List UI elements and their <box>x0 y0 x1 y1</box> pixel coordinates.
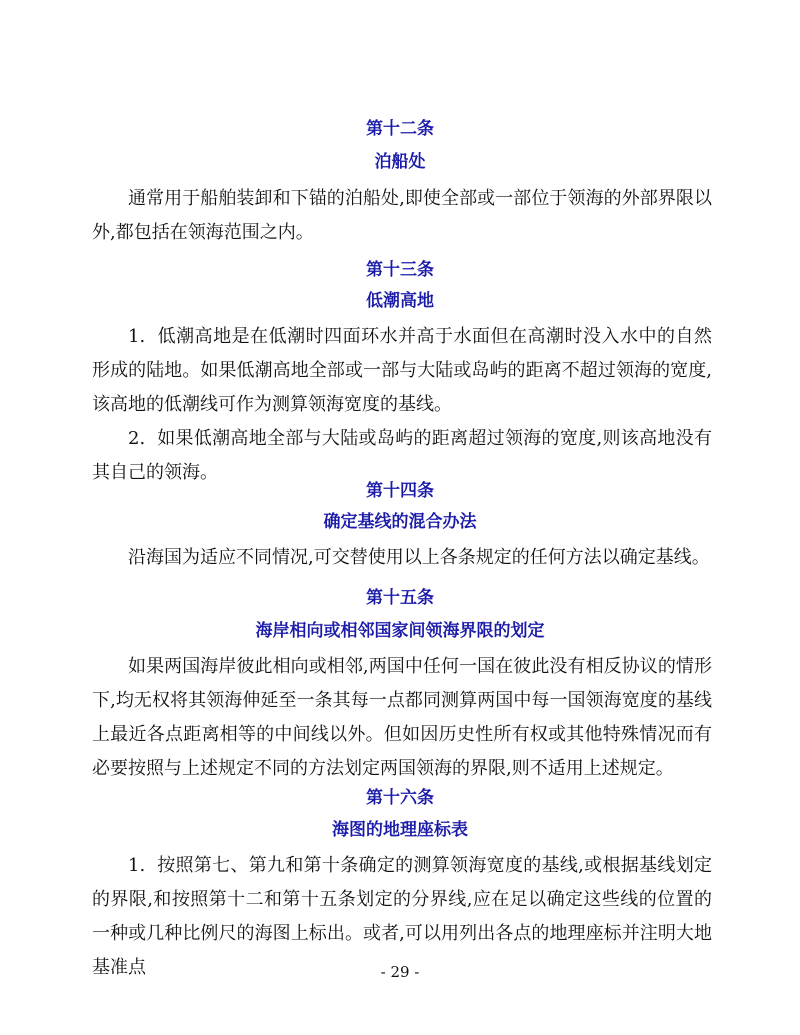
article-14-title: 确定基线的混合办法 <box>323 512 477 532</box>
article-14-paragraph-1: 沿海国为适应不同情况,可交替使用以上各条规定的任何方法以确定基线。 <box>128 547 710 568</box>
article-16-paragraph-1: 1. 按照第七、第九和第十条确定的测算领海宽度的基线,或根据基线划定的界限,和按照第十二和第十五条划定的分界线,应在足以确定这些线的位置的一种或几种比例尺的海图上标出。或者,可以用列出各点的地理座标并注明大地基准点 <box>92 855 712 978</box>
article-16-title: 海图的地理座标表 <box>332 820 468 840</box>
page-number: - 29 - <box>380 963 420 981</box>
article-13-paragraph-2: 2. 如果低潮高地全部与大陆或岛屿的距离超过领海的宽度,则该高地没有其自己的领海。 <box>92 428 712 483</box>
article-13-title: 低潮高地 <box>366 291 434 311</box>
article-14-number: 第十四条 <box>366 481 434 501</box>
article-12-title: 泊船处 <box>374 152 426 172</box>
article-12-paragraph-1: 通常用于船舶装卸和下锚的泊船处,即使全部或一部位于领海的外部界限以外,都包括在领海范围之内。 <box>92 188 712 243</box>
article-15-title: 海岸相向或相邻国家间领海界限的划定 <box>255 621 545 641</box>
article-12-number: 第十二条 <box>366 119 434 139</box>
article-16-number: 第十六条 <box>366 788 434 808</box>
article-13-number: 第十三条 <box>366 260 434 280</box>
article-15-paragraph-1: 如果两国海岸彼此相向或相邻,两国中任何一国在彼此没有相反协议的情形下,均无权将其领海伸延至一条其每一点都同测算两国中每一国领海宽度的基线上最近各点距离相等的中间线以外。但如因历史性所有权或其他特殊情况而有必要按照与上述规定不同的方法划定两国领海的界限,则不适用上述规定。 <box>92 656 712 779</box>
article-15-number: 第十五条 <box>366 588 434 608</box>
article-13-paragraph-1: 1. 低潮高地是在低潮时四面环水并高于水面但在高潮时没入水中的自然形成的陆地。如果低潮高地全部或一部与大陆或岛屿的距离不超过领海的宽度,该高地的低潮线可作为测算领海宽度的基线。 <box>92 326 712 415</box>
